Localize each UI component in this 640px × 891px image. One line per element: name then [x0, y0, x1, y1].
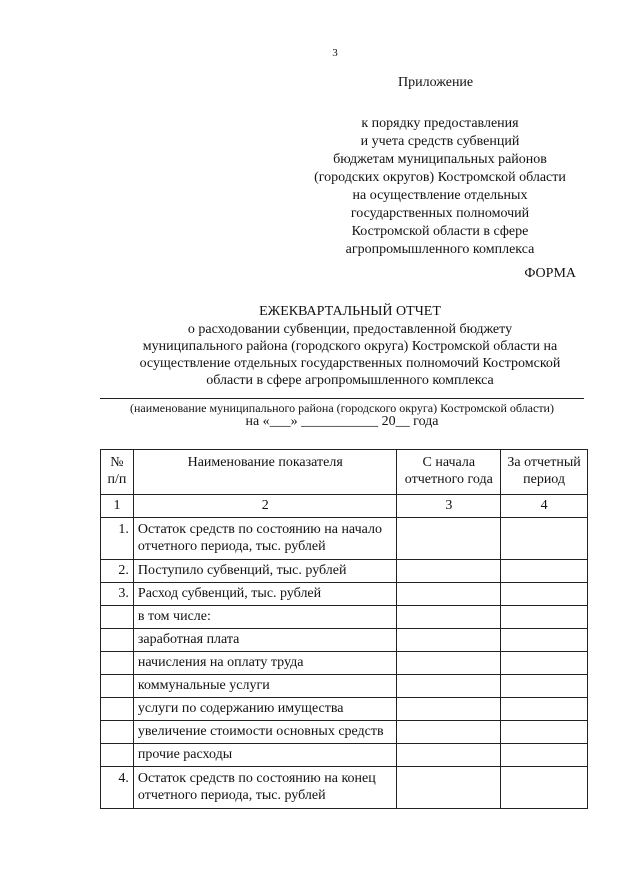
table-row [101, 629, 588, 652]
row-number: 2. [101, 560, 134, 583]
report-date-line: на «___» ___________ 20__ года [245, 414, 439, 429]
row-number: 3. [101, 583, 134, 606]
appendix-block [300, 115, 580, 259]
row-indicator: прочие расходы [133, 744, 397, 767]
row-indicator: коммунальные услуги [133, 675, 397, 698]
value-cell[interactable] [501, 629, 588, 652]
row-indicator: услуги по содержанию имущества [133, 698, 397, 721]
row-indicator: Расход субвенций, тыс. рублей [133, 583, 397, 606]
report-subtitle-line: о расходовании субвенции, предоставленной бюджету [187, 322, 513, 337]
header-year-to-date: С начала отчетного года [397, 450, 501, 495]
report-subtitle-line: осуществление отдельных государственных полномочий Костромской [139, 356, 561, 371]
value-cell[interactable] [397, 629, 501, 652]
row-number [101, 675, 134, 698]
form-label: ФОРМА [524, 266, 576, 281]
value-cell[interactable] [501, 560, 588, 583]
table-row [101, 652, 588, 675]
fill-in-line[interactable] [100, 398, 584, 399]
value-cell[interactable] [397, 698, 501, 721]
value-cell[interactable] [397, 744, 501, 767]
report-subtitle-line: муниципального района (городского округа) Костромской области на [142, 339, 558, 354]
value-cell[interactable] [501, 652, 588, 675]
value-cell[interactable] [397, 560, 501, 583]
row-indicator: Остаток средств по состоянию на начало отчетного периода, тыс. рублей [133, 518, 397, 560]
appendix-title: Приложение [398, 75, 474, 90]
row-number [101, 606, 134, 629]
table-row [101, 583, 588, 606]
value-cell[interactable] [501, 698, 588, 721]
report-title: ЕЖЕКВАРТАЛЬНЫЙ ОТЧЕТ [259, 304, 441, 319]
appendix-line: к порядку предоставления [361, 116, 519, 131]
row-number [101, 744, 134, 767]
table-row [101, 744, 588, 767]
value-cell[interactable] [397, 652, 501, 675]
value-cell[interactable] [397, 721, 501, 744]
appendix-line: бюджетам муниципальных районов [333, 152, 547, 167]
value-cell[interactable] [501, 583, 588, 606]
value-cell[interactable] [397, 606, 501, 629]
row-number: 4. [101, 767, 134, 809]
appendix-line: и учета средств субвенций [360, 134, 520, 149]
value-cell[interactable] [501, 518, 588, 560]
header-indicator: Наименование показателя [133, 450, 397, 495]
row-number: 1. [101, 518, 134, 560]
appendix-line: агропромышленного комплекса [345, 242, 535, 257]
report-table [100, 449, 588, 809]
index-cell: 4 [501, 495, 588, 518]
value-cell[interactable] [501, 767, 588, 809]
value-cell[interactable] [501, 721, 588, 744]
value-cell[interactable] [501, 606, 588, 629]
index-cell: 1 [101, 495, 134, 518]
table-row [101, 721, 588, 744]
row-indicator: Остаток средств по состоянию на конец отчетного периода, тыс. рублей [133, 767, 397, 809]
row-indicator: начисления на оплату труда [133, 652, 397, 675]
value-cell[interactable] [397, 583, 501, 606]
row-number [101, 721, 134, 744]
index-cell: 3 [397, 495, 501, 518]
table-row [101, 560, 588, 583]
value-cell[interactable] [501, 675, 588, 698]
row-indicator: увеличение стоимости основных средств [133, 721, 397, 744]
municipality-caption: (наименование муниципального района (городского округа) Костромской области) [130, 401, 554, 415]
index-cell: 2 [133, 495, 397, 518]
table-row [101, 767, 588, 809]
header-number: № п/п [101, 450, 134, 495]
table-row [101, 606, 588, 629]
table-header-row [101, 450, 588, 495]
appendix-line: (городских округов) Костромской области [314, 170, 566, 185]
value-cell[interactable] [397, 675, 501, 698]
value-cell[interactable] [397, 767, 501, 809]
row-number [101, 629, 134, 652]
row-indicator: в том числе: [133, 606, 397, 629]
table-row [101, 675, 588, 698]
table-row [101, 518, 588, 560]
value-cell[interactable] [501, 744, 588, 767]
table-row [101, 698, 588, 721]
report-subtitle-line: области в сфере агропромышленного комплекса [206, 373, 494, 388]
table-index-row [101, 495, 588, 518]
row-indicator: заработная плата [133, 629, 397, 652]
appendix-line: Костромской области в сфере [351, 224, 529, 239]
row-number [101, 698, 134, 721]
appendix-line: на осуществление отдельных [352, 188, 528, 203]
value-cell[interactable] [397, 518, 501, 560]
report-subtitle [100, 321, 600, 389]
header-period: За отчетный период [501, 450, 588, 495]
row-number [101, 652, 134, 675]
page-number: 3 [332, 47, 338, 59]
appendix-line: государственных полномочий [350, 206, 530, 221]
row-indicator: Поступило субвенций, тыс. рублей [133, 560, 397, 583]
